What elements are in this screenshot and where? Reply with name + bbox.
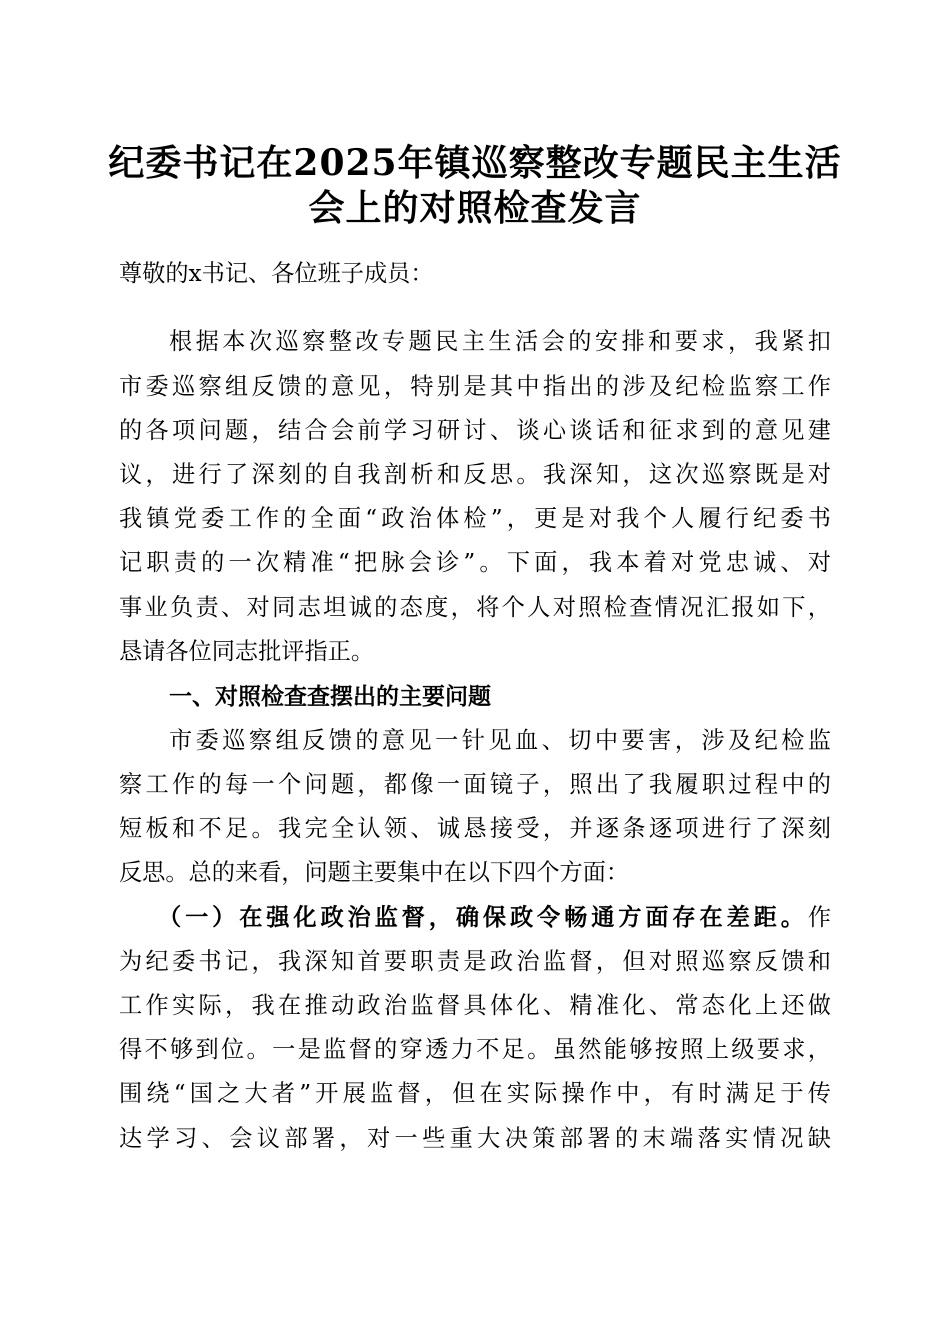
paragraph-line: 记职责的一次精准“把脉会诊”。下面，我本着对党忠诚、对 — [119, 549, 831, 576]
paragraph-line: 事业负责、对同志坦诚的态度，将个人对照检查情况汇报如下， — [119, 594, 831, 621]
paragraph-line: 察工作的每一个问题，都像一面镜子，照出了我履职过程中的 — [119, 771, 831, 798]
subheading-tail: 作 — [807, 904, 831, 931]
paragraph-line: 工作实际，我在推动政治监督具体化、精准化、常态化上还做 — [119, 992, 831, 1019]
paragraph-line: 议，进行了深刻的自我剖析和反思。我深知，这次巡察既是对 — [119, 461, 831, 488]
paragraph-line: 围绕“国之大者”开展监督，但在实际操作中，有时满足于传 — [119, 1080, 831, 1107]
subheading: （一）在强化政治监督，确保政令畅通方面存在差距。 — [158, 904, 808, 931]
paragraph-line: 恳请各位同志批评指正。 — [119, 638, 375, 665]
paragraph-line: 的各项问题，结合会前学习研讨、谈心谈话和征求到的意见建 — [119, 417, 831, 444]
subheading-line — [158, 898, 831, 938]
paragraph-line: 根据本次巡察整改专题民主生活会的安排和要求，我紧扣 — [169, 328, 831, 355]
paragraph-line: 短板和不足。我完全认领、诚恳接受，并逐条逐项进行了深刻 — [119, 815, 831, 842]
paragraph-line: 反思。总的来看，问题主要集中在以下四个方面： — [119, 859, 630, 886]
paragraph-line: 得不够到位。一是监督的穿透力不足。虽然能够按照上级要求， — [119, 1036, 831, 1063]
salutation: 尊敬的x书记、各位班子成员： — [119, 260, 434, 287]
paragraph-line: 达学习、会议部署，对一些重大决策部署的末端落实情况缺 — [119, 1125, 831, 1152]
paragraph-line: 市委巡察组反馈的意见一针见血、切中要害，涉及纪检监 — [169, 727, 831, 754]
paragraph-line: 为纪委书记，我深知首要职责是政治监督，但对照巡察反馈和 — [119, 948, 831, 975]
document-title-line-2: 会上的对照检查发言 — [308, 187, 642, 229]
paragraph-line: 我镇党委工作的全面“政治体检”，更是对我个人履行纪委书 — [119, 505, 831, 532]
section-heading: 一、对照检查查摆出的主要问题 — [169, 684, 491, 710]
document-title-line-1: 纪委书记在2025年镇巡察整改专题民主生活 — [108, 142, 842, 184]
paragraph-line: 市委巡察组反馈的意见，特别是其中指出的涉及纪检监察工作 — [119, 373, 831, 400]
